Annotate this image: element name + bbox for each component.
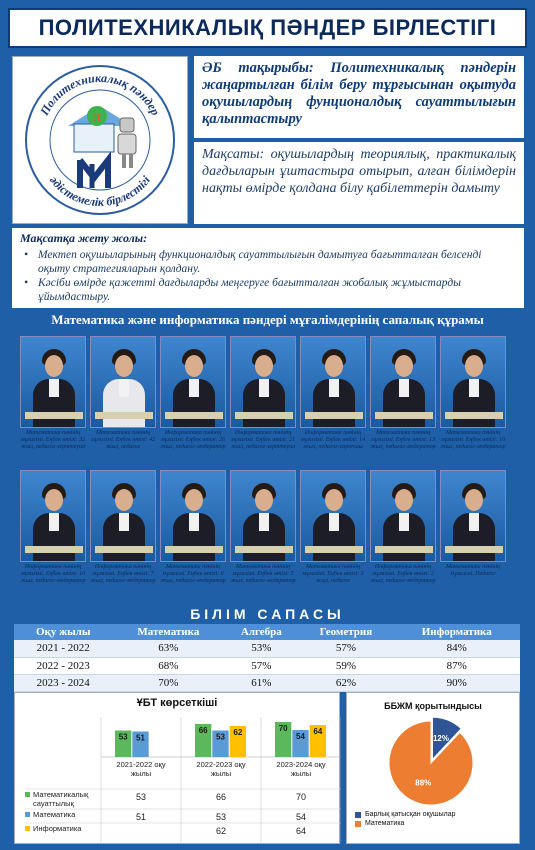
table-value: 54 — [295, 812, 307, 822]
table-cell: 53% — [224, 640, 298, 657]
category-label: 2022-2023 оқу — [196, 760, 246, 769]
staff-title: Математика және информатика пәндері мұғалімдерінің сапалық құрамы — [51, 312, 484, 327]
teacher-caption: Математика пәнінің мұғалімі. Еңбек өтілі: 5 жыл, педагог-модератор — [230, 564, 296, 584]
table-cell: 61% — [224, 674, 298, 691]
list-item: • Кәсіби өмірде қажетті дағдыларды меңгеруге бағытталған жобалық жұмыстарды ұйымдастыру. — [20, 276, 516, 304]
teacher-photo — [440, 336, 506, 428]
legend-label: Информатика — [33, 824, 82, 833]
topic-panel — [194, 56, 524, 138]
table-row — [14, 640, 520, 657]
bar-data-label: 53 — [118, 732, 128, 742]
teacher-card — [20, 336, 86, 462]
table-cell: 84% — [393, 640, 520, 657]
teacher-caption: Математика пәнінің мұғалімі. Еңбек өтілі: 6 жыл, педагог-модератор — [160, 564, 226, 584]
pie-chart-title: ББЖМ қорытындысы — [384, 701, 482, 711]
table-cell: 70% — [112, 674, 224, 691]
teacher-caption: Информатика пәнінің мұғалімі. Еңбек өтілі: 26 жыл, педагог-модератор — [160, 430, 226, 450]
category-label: жылы — [130, 769, 152, 778]
teacher-photo — [440, 470, 506, 562]
page-title: ПОЛИТЕХНИКАЛЫҚ ПӘНДЕР БІРЛЕСТІГІ — [38, 15, 497, 40]
category-label: 2023-2024 оқу — [276, 760, 326, 769]
topic-text: ӘБ тақырыбы: Политехникалық пәндерін жаңартылған білім беру тұрғысынан оқытуда оқушылардың фунционалдық сауаттылығын қалыптастыру — [202, 60, 516, 127]
ubt-chart-panel — [14, 692, 340, 844]
table-cell: 68% — [112, 657, 224, 674]
pie-chart-panel — [346, 692, 520, 844]
bar-data-label: 64 — [313, 727, 323, 736]
teacher-caption: Математика пәнінің мұғалімі. Еңбек өтілі: 32 жыл, педагог-зерттеуші — [20, 430, 86, 450]
teacher-caption: Информатика пәнінің мұғалімі. Еңбек өтілі: 2 жыл, педагог-модератор — [370, 564, 436, 584]
logo-ring-top: Политехникалық пәндер — [37, 70, 163, 118]
teacher-photo — [230, 336, 296, 428]
teacher-photo — [230, 470, 296, 562]
teacher-card — [300, 336, 366, 462]
table-value: 51 — [135, 812, 147, 822]
pie-legend — [355, 811, 456, 829]
bar-data-label: 54 — [296, 732, 305, 741]
teacher-caption: Информатика пәнінің мұғалімі. Еңбек өтілі: 10 жыл, педагог-модератор — [20, 564, 86, 584]
teacher-photo — [160, 470, 226, 562]
category-label: 2021-2022 оқу — [116, 760, 166, 769]
legend-swatch — [355, 821, 361, 827]
table-cell: 63% — [112, 640, 224, 657]
teacher-photo — [90, 470, 156, 562]
legend-label: Математика — [365, 820, 405, 827]
teacher-card — [230, 470, 296, 596]
teacher-photo — [20, 470, 86, 562]
teacher-card — [20, 470, 86, 596]
bar-data-label: 66 — [198, 726, 208, 735]
column-header: Геометрия — [298, 624, 393, 640]
quality-title: БІЛІМ САПАСЫ — [190, 606, 345, 622]
pie-data-label: 88% — [415, 778, 432, 788]
bar-data-label: 62 — [233, 728, 243, 737]
teacher-caption: Информатика пәнінің мұғалімі. Еңбек өтілі: 14 жыл, педагог-сарапшы — [300, 430, 366, 450]
column-header: Оқу жылы — [14, 624, 112, 640]
teacher-caption: Математика пәнінің мұғалімі. Еңбек өтілі: 3 жыл, педагог — [302, 564, 364, 584]
legend-swatch — [25, 792, 30, 797]
header — [8, 8, 527, 48]
teacher-card — [160, 470, 226, 596]
teacher-card — [90, 336, 156, 462]
legend-label: сауаттылық — [33, 799, 74, 808]
teacher-card — [370, 336, 436, 462]
bar-data-label: 51 — [136, 733, 145, 743]
teacher-photo — [370, 336, 436, 428]
table-cell: 57% — [224, 657, 298, 674]
ubt-chart — [15, 693, 341, 845]
table-value: 66 — [215, 792, 227, 802]
association-logo — [20, 60, 180, 220]
ways-panel — [12, 228, 524, 308]
table-cell: 62% — [298, 674, 393, 691]
list-item: • Мектеп оқушыларының функционалдық сауаттылығын дамытуға бағытталған белсенді оқыту стратегияларын қолдану. — [20, 248, 516, 276]
teacher-photo — [370, 470, 436, 562]
ubt-chart-title: ҰБТ көрсеткіші — [136, 697, 218, 709]
column-header: Алгебра — [224, 624, 298, 640]
teacher-card — [90, 470, 156, 596]
category-label: жылы — [290, 769, 312, 778]
legend-swatch — [25, 812, 30, 817]
table-cell: 87% — [393, 657, 520, 674]
table-row — [14, 674, 520, 691]
legend-label: Барлық қатысқан оқушылар — [365, 811, 456, 818]
teacher-photo — [300, 470, 366, 562]
table-value: 53 — [215, 812, 227, 822]
ways-list — [20, 248, 516, 304]
legend-item — [355, 811, 456, 818]
teacher-card — [160, 336, 226, 462]
logo-pi-symbol: π — [93, 110, 101, 125]
bar-data-label: 53 — [216, 732, 225, 742]
teacher-card — [440, 470, 506, 596]
category-label: жылы — [210, 769, 232, 778]
logo-ring-bottom: әдістемелік бірлестігі — [47, 173, 153, 210]
teacher-card — [300, 470, 366, 596]
table-cell: 57% — [298, 640, 393, 657]
aim-text: Мақсаты: оқушылардың теориялық, практикалық дағдыларын ұштастыра отырып, алған білімдерін нақты өмірде қолдана білу қабілеттерін дамыту — [202, 147, 516, 196]
teacher-caption: Математика пәнінің мұғалімі. Педагог — [445, 564, 500, 577]
table-cell: 90% — [393, 674, 520, 691]
teacher-caption: Информатика пәнінің мұғалімі. Еңбек өтілі: 7 жыл, педагог-модератор — [90, 564, 156, 584]
teacher-card — [440, 336, 506, 462]
table-header-row — [14, 624, 520, 640]
column-header: Математика — [112, 624, 224, 640]
teacher-caption: Математика пәнінің мұғалімі. Еңбек өтілі: 42 жыл, педагог — [90, 430, 156, 450]
teacher-photo — [20, 336, 86, 428]
table-cell: 2021 - 2022 — [14, 640, 112, 657]
ways-title: Мақсатқа жету жолы: — [20, 231, 148, 245]
legend-label: Математика — [33, 810, 76, 819]
staff-gallery — [20, 336, 520, 602]
teacher-caption: Математика пәнінің мұғалімі. Еңбек өтілі: 13 жыл, педагог-модератор — [370, 430, 436, 450]
legend-swatch — [25, 826, 30, 831]
teacher-caption: Информатика пәнінің мұғалімі. Еңбек өтілі: 21 жыл, педагог-зерттеуші — [230, 430, 296, 450]
table-value: 64 — [295, 826, 307, 836]
teacher-caption: Математика пәнінің мұғалімі. Еңбек өтілі: 10 жыл, педагог-модератор — [440, 430, 506, 450]
table-cell: 2022 - 2023 — [14, 657, 112, 674]
table-row — [14, 657, 520, 674]
column-header: Информатика — [393, 624, 520, 640]
table-cell: 59% — [298, 657, 393, 674]
aim-panel — [194, 142, 524, 224]
teacher-photo — [90, 336, 156, 428]
legend-item — [355, 820, 456, 827]
teacher-photo — [300, 336, 366, 428]
quality-table — [14, 624, 520, 692]
bar-data-label: 70 — [278, 724, 288, 733]
table-value: 70 — [295, 792, 307, 802]
table-value: 53 — [135, 792, 147, 802]
table-cell: 2023 - 2024 — [14, 674, 112, 691]
logo-panel — [12, 56, 188, 224]
legend-swatch — [355, 812, 361, 818]
legend-label: Математикалық — [33, 790, 89, 799]
pie-slice-1 — [389, 721, 473, 805]
teacher-photo — [160, 336, 226, 428]
table-value: 62 — [215, 826, 227, 836]
teacher-card — [370, 470, 436, 596]
teacher-card — [230, 336, 296, 462]
pie-data-label: 12% — [432, 733, 449, 743]
